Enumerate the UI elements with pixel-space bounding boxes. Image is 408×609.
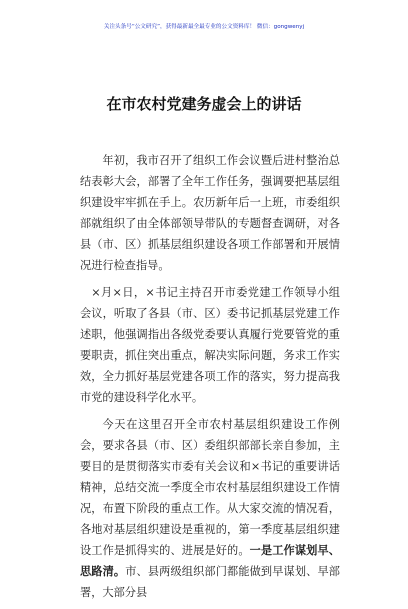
paragraph-1: 年初，我市召开了组织工作会议暨后进村整治总结表彰大会，部署了全年工作任务，强调要把基层组织建设牢牢抓在手上。农历新年后一上班，市委组织部就组织了由全体部领导带队的专题督查调研，对各县（市、区）抓基层组织建设各项工作部署和开展情况进行检查指导。	[80, 154, 340, 272]
paragraph-3-continuation: 市、县两级组织部门都能做到早谋划、早部署，大部分县	[80, 565, 340, 599]
header-notice: 关注头条号“公文研究”，获得最新最全最专业的公文资料库！ 微信：gongwenyj	[103, 24, 305, 30]
document-title: 在市农村党建务虚会上的讲话	[106, 95, 302, 113]
paragraph-3-text: 今天在这里召开全市农村基层组织建设工作例会，要求各县（市、区）委组织部部长亲自参加，主要目的是贯彻落实市委有关会议和×书记的重要讲话精神，总结交流一季度全市农村基层组织建设工作情况，布置下阶段的重点工作。从大家交流的情况看，各地对基层组织建设是重视的，第一季度基层组织建设工作是抓得实的、进展是好的。	[80, 418, 340, 557]
paragraph-3-bold-point: 一是工作谋划早、思路清。	[80, 543, 340, 578]
document-body	[80, 150, 340, 609]
paragraph-3	[80, 414, 340, 603]
paragraph-2: ×月×日，×书记主持召开市委党建工作领导小组会议，听取了各县（市、区）委书记抓基层党建工作述职，他强调指出各级党委要认真履行党要管党的重要职责，抓住突出重点，解决实际问题，务求工作实效，全力抓好基层党建各项工作的落实，努力提高我市党的建设科学化水平。	[80, 286, 340, 404]
